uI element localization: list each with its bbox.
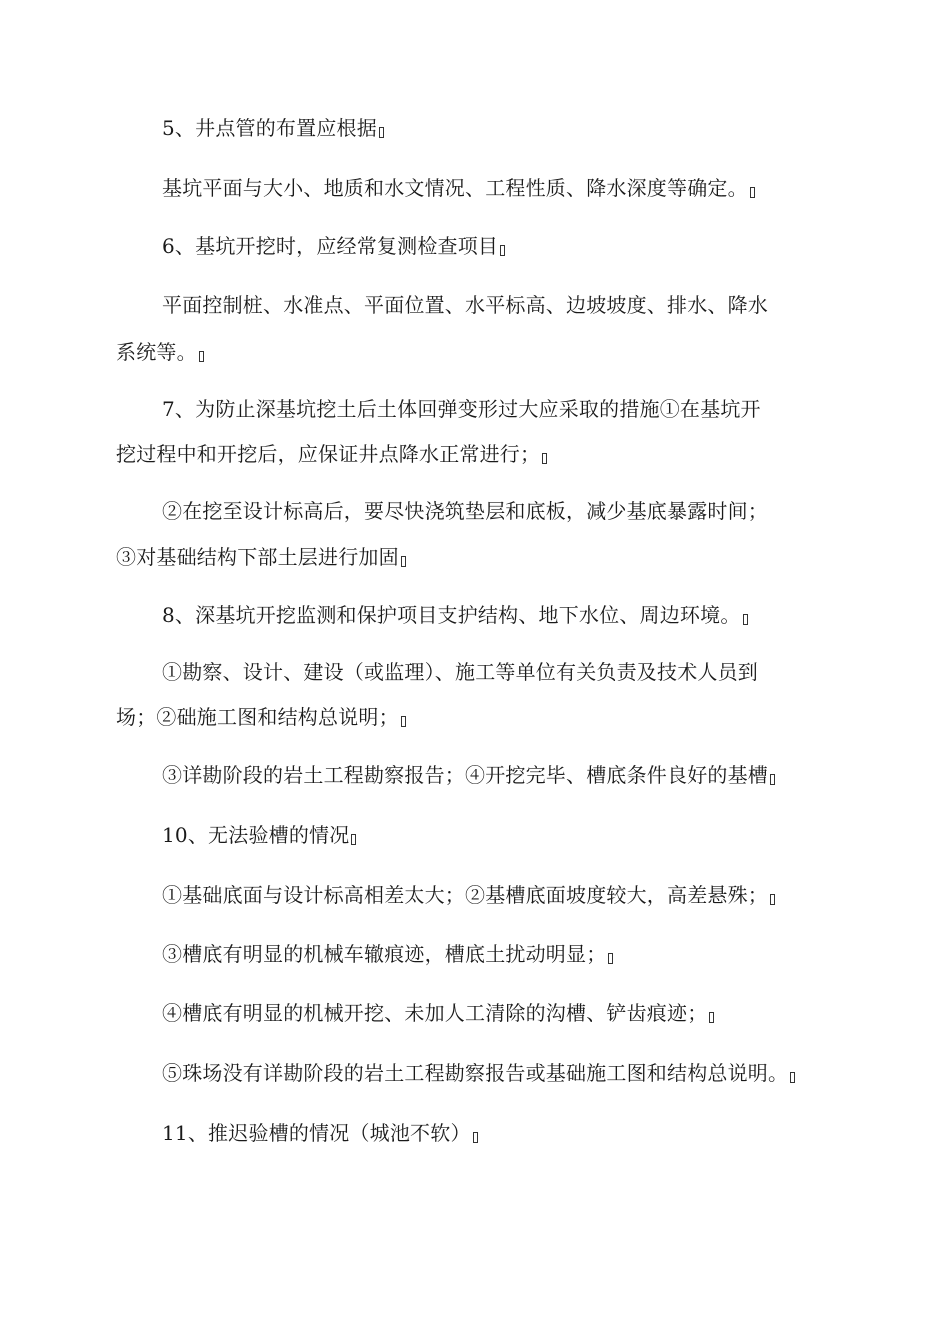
text-line-content: 11、推迟验槽的情况（城池不软） — [162, 1121, 471, 1145]
text-line — [116, 442, 547, 466]
paragraph-mark-icon — [473, 1132, 478, 1143]
text-line — [162, 823, 356, 847]
paragraph-mark-icon — [770, 894, 775, 905]
text-line — [162, 176, 755, 200]
text-line-content: 8、深基坑开挖监测和保护项目支护结构、地下水位、周边环境。 — [162, 603, 741, 627]
text-line — [162, 603, 748, 627]
paragraph-mark-icon — [770, 774, 775, 785]
text-line-content: ③槽底有明显的机械车辙痕迹，槽底土扰动明显； — [162, 942, 607, 966]
paragraph-mark-icon — [401, 716, 406, 727]
text-line-content: 平面控制桩、水准点、平面位置、水平标高、边坡坡度、排水、降水 — [162, 293, 768, 317]
text-line — [162, 293, 768, 317]
paragraph-mark-icon — [351, 834, 356, 845]
paragraph-mark-icon — [790, 1072, 795, 1083]
text-line — [162, 942, 613, 966]
text-line — [162, 1001, 714, 1025]
text-line-content: ④槽底有明显的机械开挖、未加人工清除的沟槽、铲齿痕迹； — [162, 1001, 708, 1025]
paragraph-mark-icon — [500, 245, 505, 256]
text-line-content: 挖过程中和开挖后，应保证井点降水正常进行； — [116, 442, 541, 466]
text-line-content: 场；②础施工图和结构总说明； — [116, 705, 399, 729]
paragraph-mark-icon — [750, 187, 755, 198]
text-line — [162, 116, 384, 140]
text-line — [116, 705, 406, 729]
text-line — [162, 660, 758, 684]
text-line-content: ③详勘阶段的岩土工程勘察报告；④开挖完毕、槽底条件良好的基槽 — [162, 763, 768, 787]
paragraph-mark-icon — [379, 127, 384, 138]
text-line-content: 基坑平面与大小、地质和水文情况、工程性质、降水深度等确定。 — [162, 176, 748, 200]
text-line-content: ②在挖至设计标高后，要尽快浇筑垫层和底板，减少基底暴露时间； — [162, 499, 768, 523]
text-line — [116, 340, 204, 364]
paragraph-mark-icon — [542, 453, 547, 464]
text-line — [162, 397, 761, 421]
paragraph-mark-icon — [743, 614, 748, 625]
text-line-content: 系统等。 — [116, 340, 197, 364]
text-line-content: ③对基础结构下部土层进行加固 — [116, 545, 399, 569]
text-line-content: ⑤珠场没有详勘阶段的岩土工程勘察报告或基础施工图和结构总说明。 — [162, 1061, 789, 1085]
paragraph-mark-icon — [608, 953, 613, 964]
text-line — [162, 883, 775, 907]
paragraph-mark-icon — [401, 556, 406, 567]
text-line-content: 7、为防止深基坑挖土后土体回弹变形过大应采取的措施①在基坑开 — [162, 397, 761, 421]
text-line — [162, 1061, 795, 1085]
text-line — [162, 234, 505, 258]
text-line-content: ①基础底面与设计标高相差太大；②基槽底面坡度较大，高差悬殊； — [162, 883, 768, 907]
text-line — [162, 499, 768, 523]
text-line — [162, 763, 775, 787]
paragraph-mark-icon — [199, 351, 204, 362]
text-line-content: 10、无法验槽的情况 — [162, 823, 350, 847]
text-line-content: 5、井点管的布置应根据 — [162, 116, 377, 140]
text-line-content: 6、基坑开挖时，应经常复测检查项目 — [162, 234, 499, 258]
text-line — [116, 545, 406, 569]
text-line — [162, 1121, 478, 1145]
text-line-content: ①勘察、设计、建设（或监理）、施工等单位有关负责及技术人员到 — [162, 660, 758, 684]
paragraph-mark-icon — [709, 1012, 714, 1023]
